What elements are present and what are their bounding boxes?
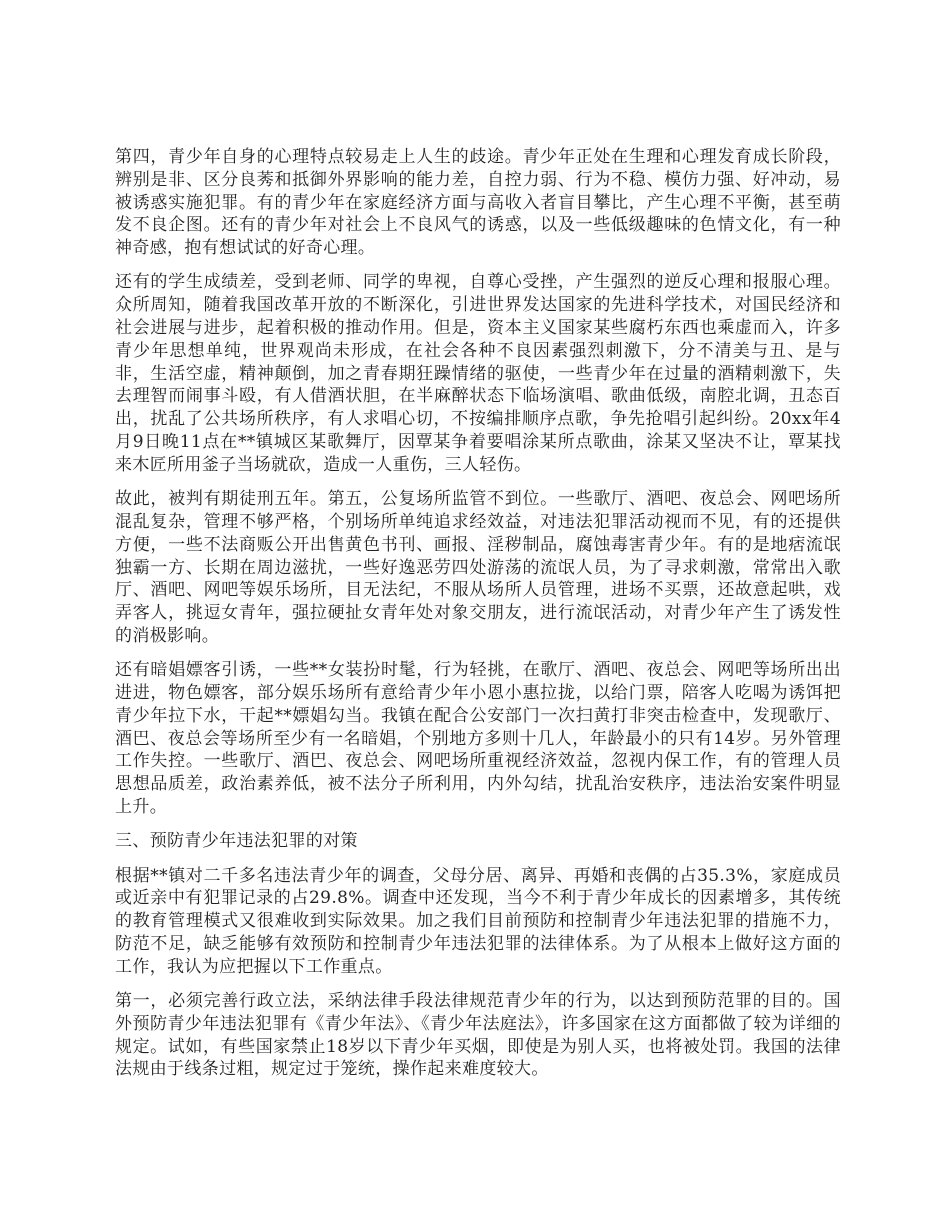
paragraph-fourth-psychology: 第四，青少年自身的心理特点较易走上人生的歧途。青少年正处在生理和心理发育成长阶段，辨别是非、区分良莠和抵御外界影响的能力差，自控力弱、行为不稳、模仿力强、好冲动，易被诱惑实施犯罪。有的青少年在家庭经济方面与高收入者盲目攀比，产生心理不平衡，甚至萌发不良企图。还有的青少年对社会上不良风气的诱惑，以及一些低级趣味的色情文化，有一种神奇感，抱有想试试的好奇心理。: [115, 147, 841, 259]
section-heading: 三、预防青少年违法犯罪的对策: [115, 831, 358, 852]
paragraph-prostitution: 还有暗娼嫖客引诱，一些**女装扮时髦，行为轻挑，在歌厅、酒吧、夜总会、网吧等场所出出进进，物色嫖客，部分娱乐场所有意给青少年小恩小惠拉拢，以给门票，陪客人吃喝为诱饵把青少年拉下水，干起**嫖娼勾当。我镇在配合公安部门一次扫黄打非突击检查中，发现歌厅、酒巴、夜总会等场所至少有一名暗娼，个别地方多则十几人，年龄最小的只有14岁。另外管理工作失控。一些歌厅、酒巴、夜总会、网吧场所重视经济效益，忽视内保工作，有的管理人员思想品质差，政治素养低，被不法分子所利用，内外勾结，扰乱治安秩序，违法治安案件明显上升。: [115, 660, 841, 818]
paragraph-survey: 根据**镇对二千多名违法青少年的调查，父母分居、离异、再婚和丧偶的占35.3%，家庭成员或近亲中有犯罪记录的占29.8%。调查中还发现，当今不利于青少年成长的因素增多，其传统的教育管理模式又很难收到实际效果。加之我们目前预防和控制青少年违法犯罪的措施不力，防范不足，缺乏能够有效预防和控制青少年违法犯罪的法律体系。为了从根本上做好这方面的工作，我认为应把握以下工作重点。: [115, 865, 841, 977]
paragraph-fifth-supervision: 故此，被判有期徒刑五年。第五，公复场所监管不到位。一些歌厅、酒吧、夜总会、网吧场所混乱复杂，管理不够严格，个别场所单纯追求经效益，对违法犯罪活动视而不见，有的还提供方便，一些不法商贩公开出售黄色书刊、画报、淫秽制品，腐蚀毒害青少年。有的是地痞流氓独霸一方、长期在周边滋扰，一些好逸恶劳四处游荡的流氓人员，为了寻求刺激，常常出入歌厅、酒吧、网吧等娱乐场所，目无法纪，不服从场所人员管理，进场不买票，还故意起哄，戏弄客人，挑逗女青年，强拉硬扯女青年处对象交朋友，进行流氓活动，对青少年产生了诱发性的消极影响。: [115, 489, 841, 646]
paragraph-first-legislation: 第一，必须完善行政立法，采纳法律手段法律规范青少年的行为，以达到预防范罪的目的。国外预防青少年违法犯罪有《青少年法》、《青少年法庭法》，许多国家在这方面都做了较为详细的规定。试如，有些国家禁止18岁以下青少年买烟，即使是为别人买，也将被处罚。我国的法律法规由于线条过粗，规定过于笼统，操作起来难度较大。: [115, 991, 841, 1080]
document-body: [115, 146, 841, 1093]
paragraph-student-grades: 还有的学生成绩差，受到老师、同学的卑视，自尊心受挫，产生强烈的逆反心理和报服心理。众所周知，随着我国改革开放的不断深化，引进世界发达国家的先进科学技术，对国民经济和社会进展与进步，起着积极的推动作用。但是，资本主义国家某些腐朽东西也乘虚而入，许多青少年思想单纯，世界观尚未形成，在社会各种不良因素强烈刺激下，分不清美与丑、是与非，生活空虚，精神颠倒，加之青春期狂躁情绪的驱使，一些青少年在过量的酒精刺激下，失去理智而闹事斗殴，有人借酒状胆，在半麻醉状态下临场演唱、歌曲低级，南腔北调，丑态百出，扰乱了公共场所秩序，有人求唱心切，不按编排顺序点歌，争先抢唱引起纠纷。20xx年4月9日晚11点在**镇城区某歌舞厅，因覃某争着要唱涂某所点歌曲，涂某又坚决不让，覃某找来木匠所用釜子当场就砍，造成一人重伤，三人轻伤。: [115, 272, 841, 475]
